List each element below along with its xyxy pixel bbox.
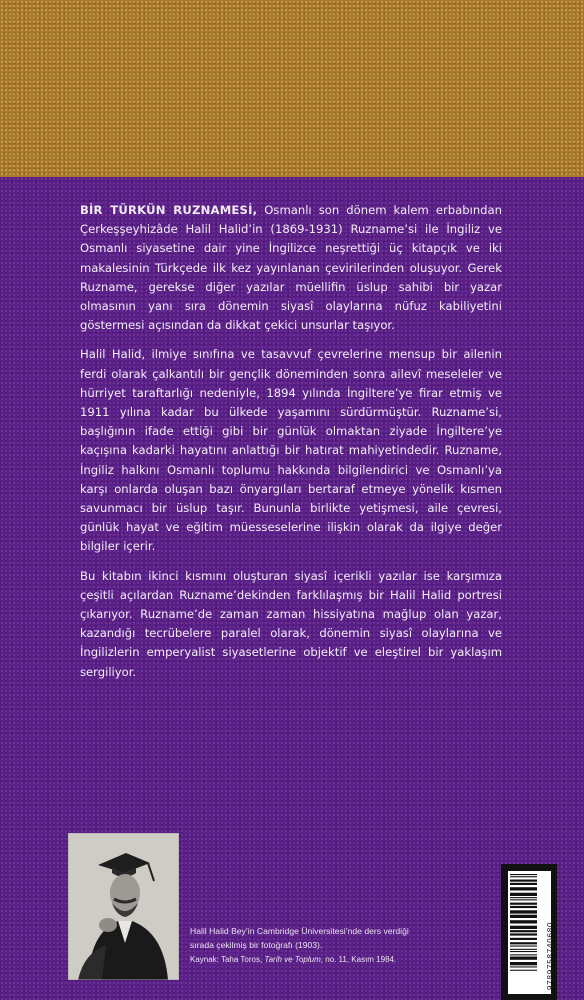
barcode-bar [510,874,537,875]
barcode-bar [510,970,537,971]
barcode-bar [510,933,537,935]
paragraph-text: Bu kitabın ikinci kısmını oluşturan siyasî içerikli yazılar ise karşımıza çeşitli açılardan Ruzname’dekinden farklılaşmış bir Halil Halid portresi çıkarıyor. Ruzname’de zaman zaman hissiyatına mağlup olan yazar, kazandığı tecrübelere paralel olarak, dönemin siyasî olaylarına ve İngilizlerin emperyalist siyasetlerine objektif ve eleştirel bir yaklaşım sergiliyor. [80,568,502,679]
barcode-bars [508,871,551,994]
book-title-lead: BİR TÜRKÜN RUZNAMESİ, [80,203,258,217]
barcode-bar [510,957,537,960]
top-textured-band [0,0,584,177]
isbn-number: 9789758740680 [546,921,555,990]
isbn-barcode [508,871,551,994]
barcode-bar [510,966,537,967]
portrait-illustration [68,833,179,980]
barcode-bar [510,910,537,913]
barcode-bar [510,876,537,877]
barcode-bar [510,915,537,918]
barcode-bar [510,887,537,890]
blurb-paragraph-2 [80,345,502,556]
blurb-paragraph-3 [80,567,502,682]
barcode-bar [510,899,537,900]
barcode-bar [510,897,537,898]
paragraph-text: Halil Halid, ilmiye sınıfına ve tasavvuf çevrelerine mensup bir ailenin ferdi olarak çalkantılı bir gençlik döneminden sonra ailevî meseleler ve hürriyet taraftarlığı nedeniyle, 1894 yılında İngiltere’ye firar etmiş ve 1911 yılına kadar bu ülkede yaşamını sürdürmüştür. Ruzname’si, başlığının ifade ettiği gibi bir günlük olmaktan ziyade İngiltere’ye kaçışına kadarki hayatını anlattığı bir hatırat mahiyetindedir. Ruzname, İngiliz halkını Osmanlı toplumu hakkında bilgilendirici ve Osmanlı’ya karşı onlarda oluşan bazı önyargıları bertaraf etmeye yönelik kısmen savunmacı bir üslup taşır. Bununla birlikte yetişmesi, aile çevresi, günlük hayat ve eğitim müesseselerine ilişkin olarak da ilgiye değer bilgiler içerir. [80,347,502,554]
barcode-bar [510,930,537,932]
author-portrait-photo [68,833,179,980]
barcode-bar [510,920,537,923]
barcode-bar [510,893,537,896]
barcode-bar [510,880,537,882]
barcode-bar [510,906,537,908]
barcode-bar [510,962,537,965]
source-title: Tarih ve Toplum [264,955,321,964]
caption-line-2: sırada çekilmiş bir fotoğrafı (1903). [190,940,323,950]
caption-line-1: Halil Halid Bey’in Cambridge Üniversitesi’nde ders verdiği [190,926,409,936]
back-cover-blurb [80,201,502,692]
barcode-bar [510,883,537,885]
barcode-bar [510,949,537,950]
source-suffix: , no. 11, Kasım 1984. [320,955,397,964]
paragraph-text: Osmanlı son dönem kalem erbabından Çerkeşşeyhizâde Halil Halid’in (1869-1931) Ruzname’si ile İngiliz ve Osmanlı siyasetine dair yine İngilizce neşrettiği üç kitapçık ve iki makalesinin Türkçede ilk kez yayınlanan çevirilerinden oluşuyor. Gerek Ruzname, gerekse diğer yazılar müellifin üslup sahibi bir yazar olmasının yanı sıra dönemin siyasî olaylarına nüfuz kabiliyetini göstermesi açısından da dikkat çekici unsurlar taşıyor. [80,203,502,333]
source-prefix: Kaynak: Taha Toros, [190,955,265,964]
barcode-bar [510,942,537,944]
barcode-bar [510,951,537,952]
barcode-bar [510,926,537,929]
barcode-bar [510,946,537,947]
barcode-bar [510,903,537,905]
barcode-bar [510,938,537,940]
blurb-paragraph-1 [80,201,502,335]
caption-source [190,953,490,967]
barcode-bar [510,954,537,955]
photo-caption [190,924,490,967]
